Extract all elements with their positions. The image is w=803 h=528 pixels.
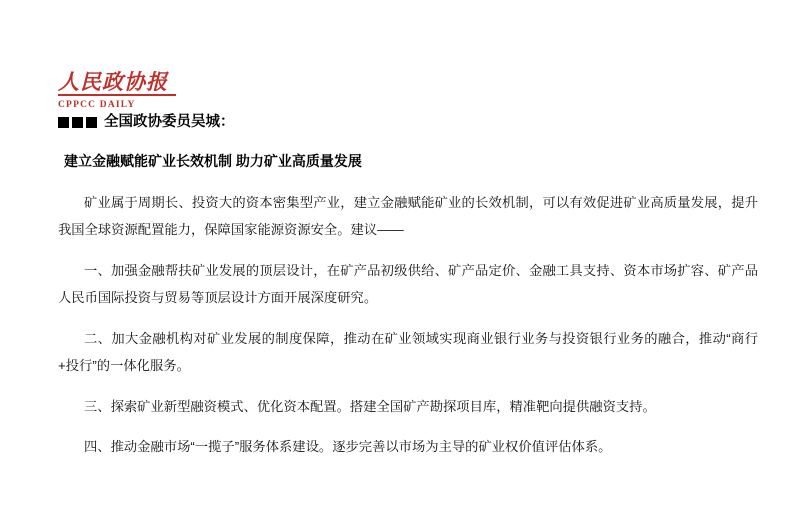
masthead-chinese-title: 人民政协报 <box>58 70 168 94</box>
masthead-english-title: CPPCC DAILY <box>58 100 136 110</box>
article-paragraph: 四、推动金融市场“一揽子”服务体系建设。逐步完善以市场为主导的矿业权价值评估体系。 <box>84 439 612 455</box>
byline-text: 全国政协委员吴城： <box>104 114 235 130</box>
article-paragraph: 一、加强金融帮扶矿业发展的顶层设计，在矿产品初级供给、矿产品定价、金融工具支持、资本市场扩容、矿产品人民币国际投资与贸易等顶层设计方面开展深度研究。 <box>58 262 758 306</box>
article-paragraph: 三、探索矿业新型融资模式、优化资本配置。搭建全国矿产勘探项目库，精准靶向提供融资支持。 <box>84 398 656 414</box>
square-bullet-icon <box>58 117 97 128</box>
article-headline: 建立金融赋能矿业长效机制 助力矿业高质量发展 <box>64 152 362 169</box>
article-paragraph: 二、加大金融机构对矿业发展的制度保障，推动在矿业领域实现商业银行业务与投资银行业务的融合，推动“商行+投行”的一体化服务。 <box>58 330 758 373</box>
newspaper-masthead <box>58 72 178 110</box>
masthead-divider <box>58 94 176 96</box>
article-paragraph: 矿业属于周期长、投资大的资本密集型产业，建立金融赋能矿业的长效机制，可以有效促进矿业高质量发展，提升我国全球资源配置能力，保障国家能源资源安全。建议—— <box>58 195 758 238</box>
article-byline <box>58 112 758 134</box>
article-body <box>58 112 758 467</box>
